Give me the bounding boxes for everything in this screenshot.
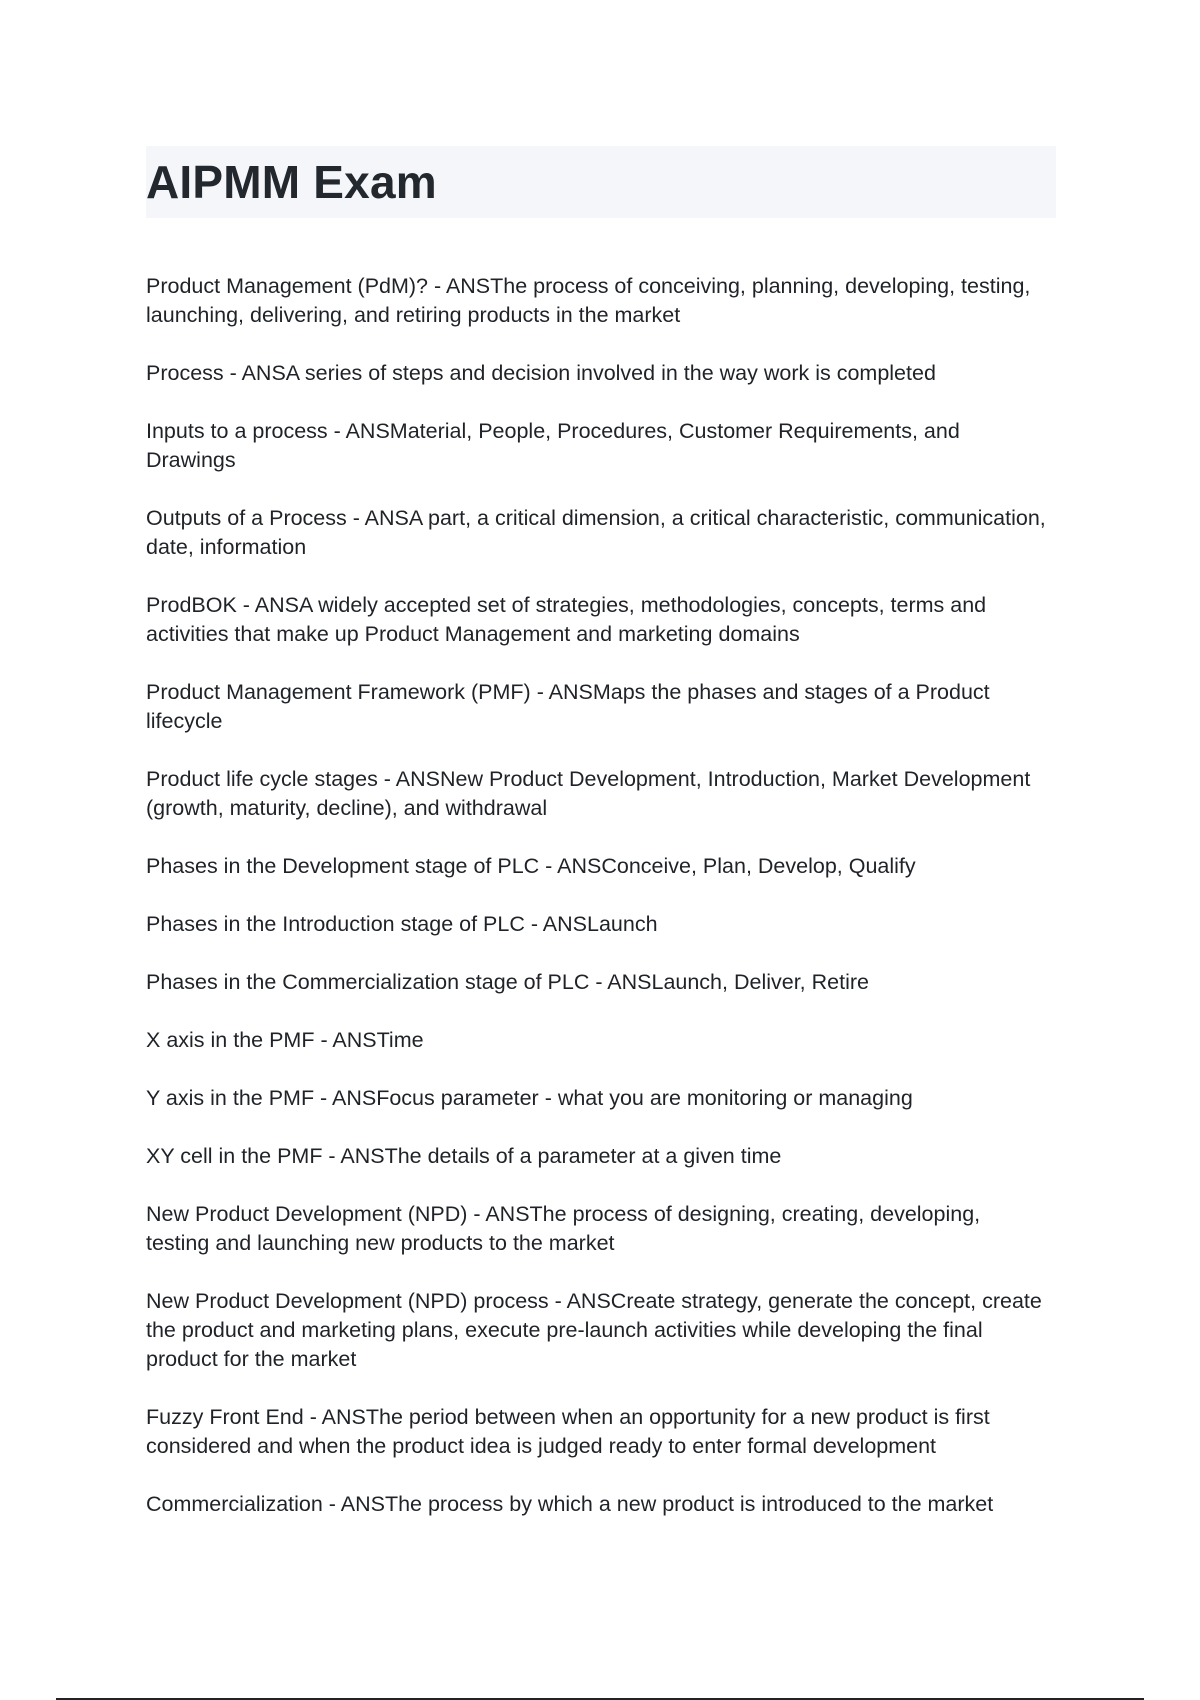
qa-item: Y axis in the PMF - ANSFocus parameter - what you are monitoring or managing: [146, 1086, 913, 1110]
qa-item: ProdBOK - ANSA widely accepted set of strategies, methodologies, concepts, terms and activities that make up Product Management and marketing domains: [146, 593, 987, 646]
qa-item: Outputs of a Process - ANSA part, a critical dimension, a critical characteristic, communication, date, information: [146, 506, 1046, 559]
qa-item: New Product Development (NPD) - ANSThe process of designing, creating, developing, testing and launching new products to the market: [146, 1202, 981, 1255]
qa-item: Inputs to a process - ANSMaterial, People, Procedures, Customer Requirements, and Drawings: [146, 419, 960, 472]
qa-item: X axis in the PMF - ANSTime: [146, 1028, 424, 1052]
qa-list: [146, 272, 1046, 1548]
qa-item: Commercialization - ANSThe process by which a new product is introduced to the market: [146, 1492, 994, 1516]
qa-item: Phases in the Introduction stage of PLC - ANSLaunch: [146, 912, 658, 936]
qa-item: Product Management (PdM)? - ANSThe process of conceiving, planning, developing, testing, launching, delivering, and retiring products in the market: [146, 274, 1031, 327]
qa-item: Product Management Framework (PMF) - ANSMaps the phases and stages of a Product lifecycle: [146, 680, 990, 733]
page-title: AIPMM Exam: [146, 156, 437, 208]
qa-item: Phases in the Commercialization stage of PLC - ANSLaunch, Deliver, Retire: [146, 970, 869, 994]
qa-item: Process - ANSA series of steps and decision involved in the way work is completed: [146, 361, 936, 385]
title-banner: [146, 146, 1056, 218]
qa-item: Product life cycle stages - ANSNew Product Development, Introduction, Market Development (growth, maturity, decline), and withdrawal: [146, 767, 1031, 820]
qa-item: Phases in the Development stage of PLC - ANSConceive, Plan, Develop, Qualify: [146, 854, 916, 878]
qa-item: Fuzzy Front End - ANSThe period between when an opportunity for a new product is first considered and when the product idea is judged ready to enter formal development: [146, 1405, 990, 1458]
qa-item: New Product Development (NPD) process - ANSCreate strategy, generate the concept, create the product and marketing plans, execute pre-launch activities while developing the final product for the market: [146, 1289, 1042, 1371]
qa-item: XY cell in the PMF - ANSThe details of a parameter at a given time: [146, 1144, 782, 1168]
